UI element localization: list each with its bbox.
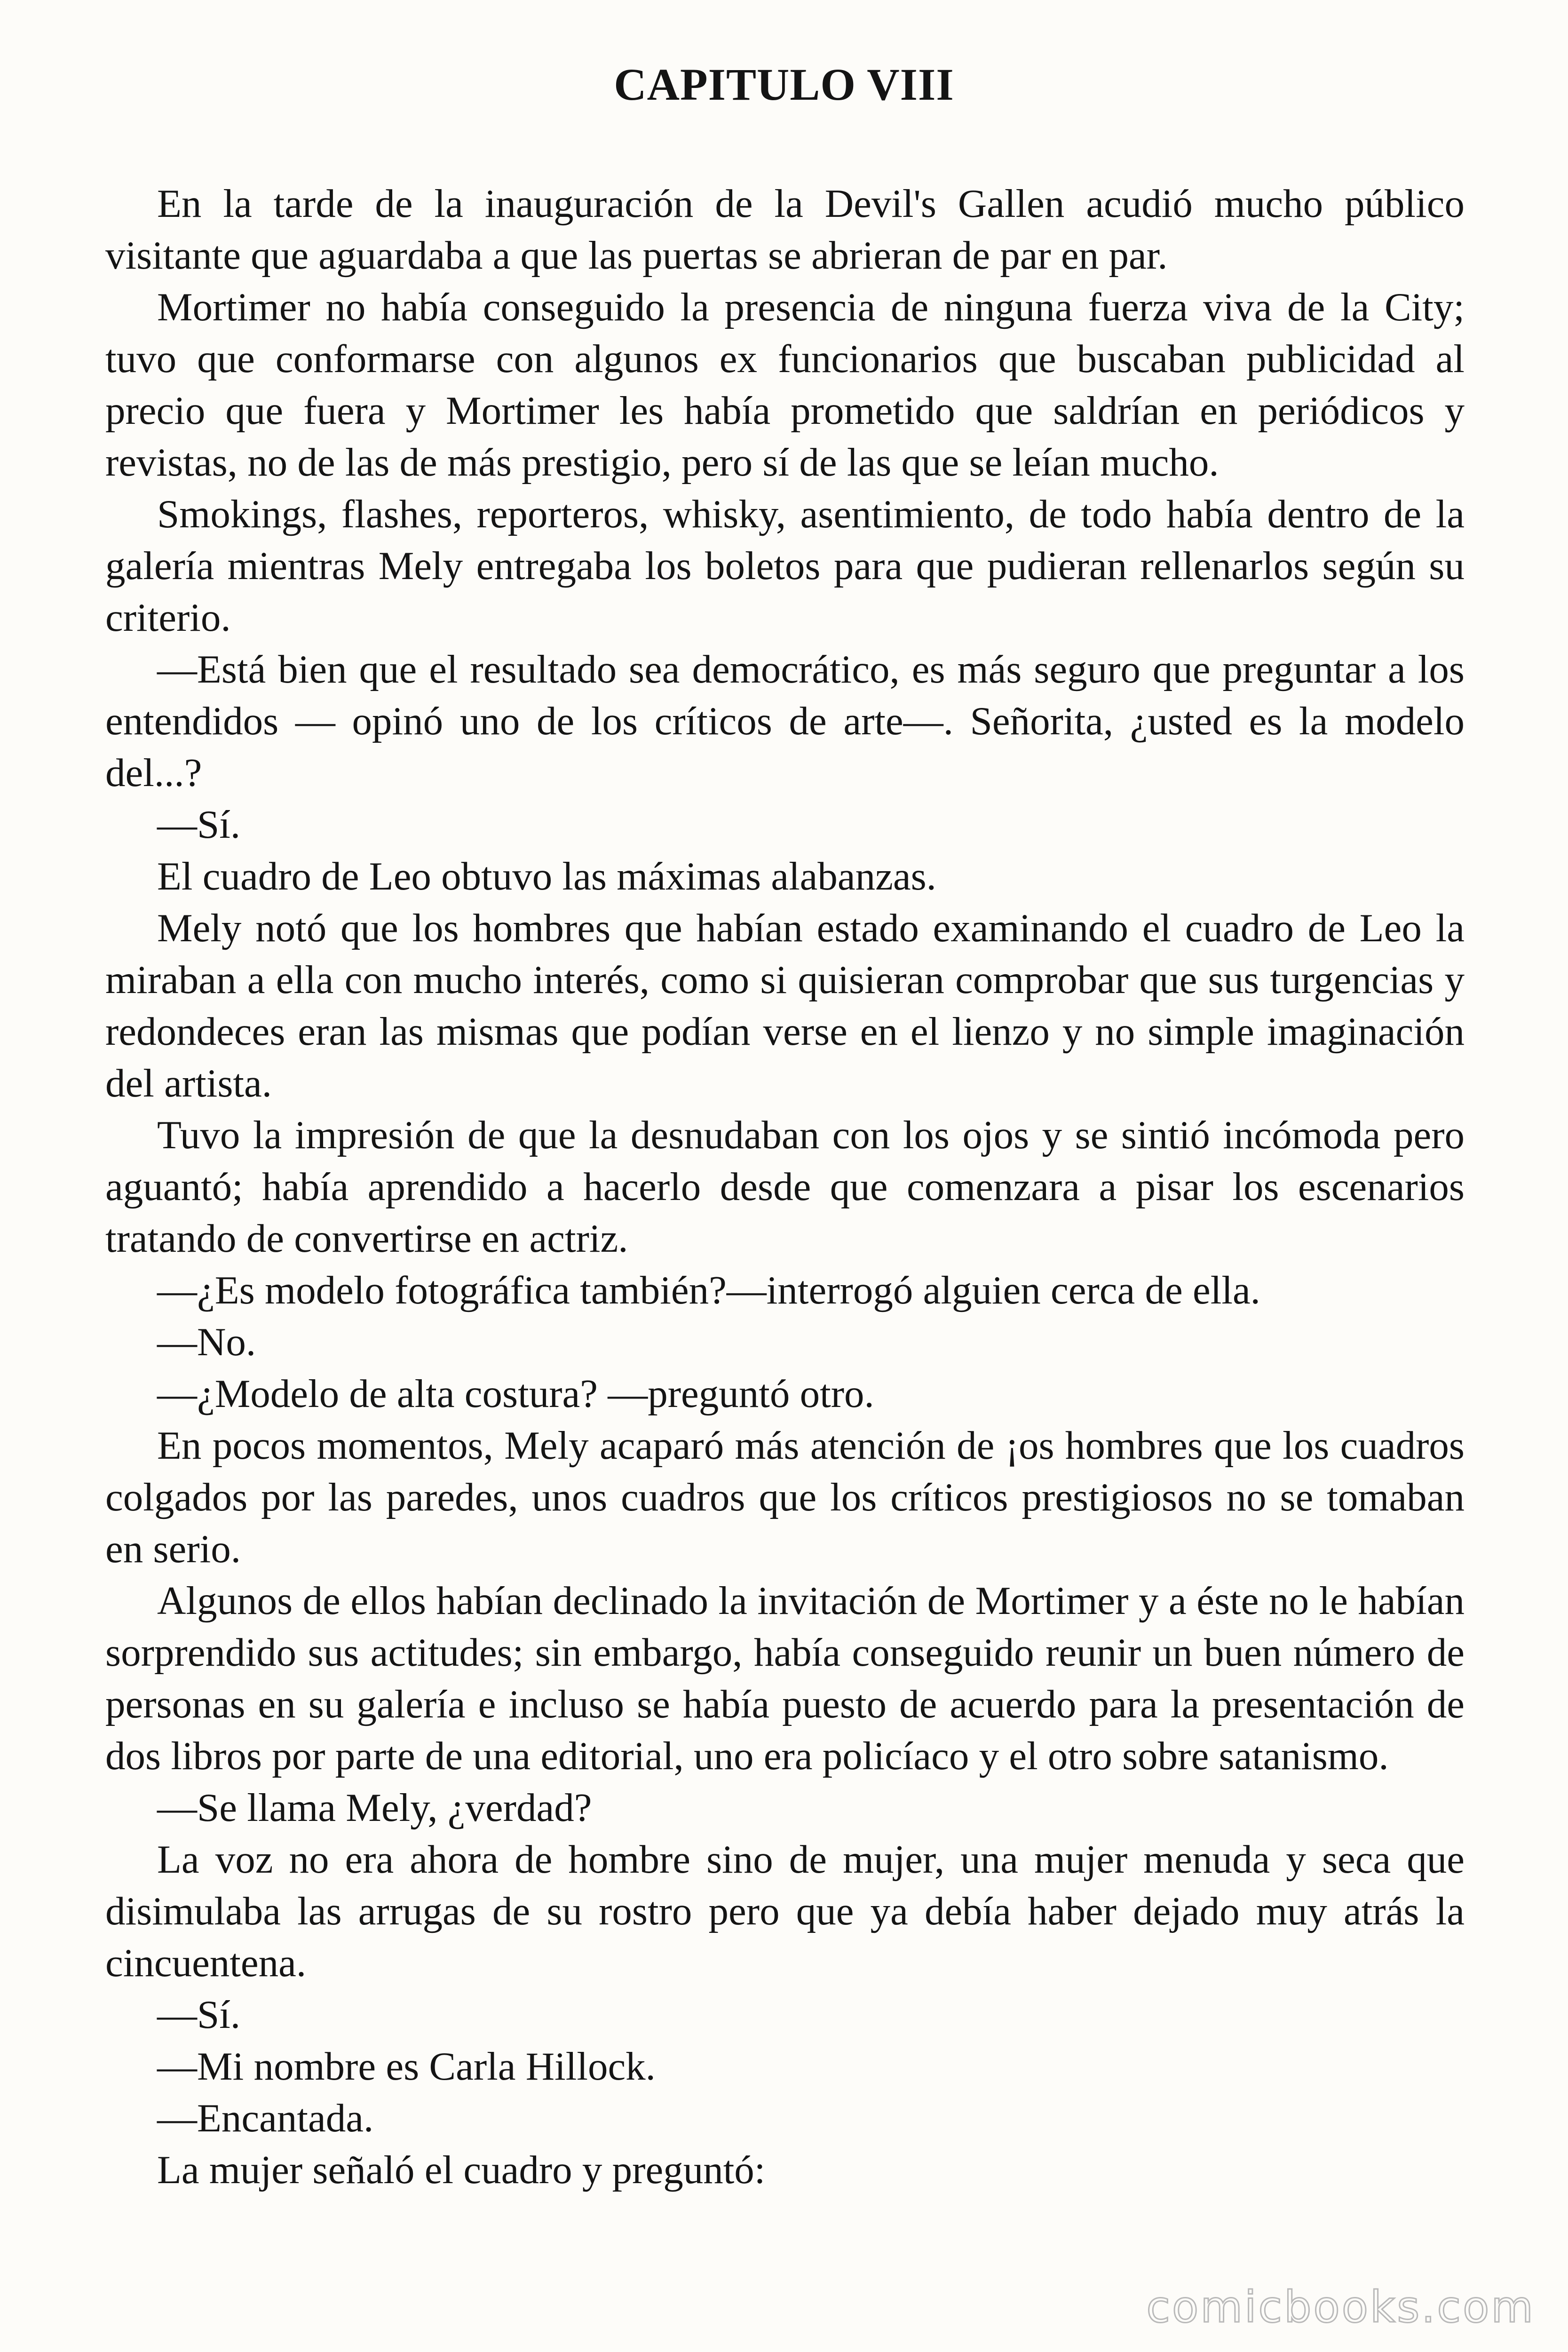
paragraph: Mortimer no había conseguido la presencia de ninguna fuerza viva de la City; tuvo que conformarse con algunos ex funcionarios que buscaban publicidad al precio que fuera y Mortimer les había prometido que saldrían en periódicos y revistas, no de las de más prestigio, pero sí de las que se leían mucho. — [105, 285, 1465, 485]
paragraph: —Se llama Mely, ¿verdad? — [157, 1786, 592, 1830]
paragraph: —No. — [157, 1320, 256, 1364]
paragraph: —Sí. — [157, 803, 241, 847]
paragraph: —Mi nombre es Carla Hillock. — [157, 2044, 656, 2089]
paragraph: Mely notó que los hombres que habían estado examinando el cuadro de Leo la miraban a ella con mucho interés, como si quisieran comprobar que sus turgencias y redondeces eran las mismas que podían verse en el lienzo y no simple imaginación del artista. — [105, 906, 1465, 1105]
paragraph: Tuvo la impresión de que la desnudaban con los ojos y se sintió incómoda pero aguantó; había aprendido a hacerlo desde que comenzara a pisar los escenarios tratando de convertirse en actriz. — [105, 1113, 1465, 1261]
watermark-text: comicbooks.com — [1146, 2282, 1535, 2332]
paragraph: Smokings, flashes, reporteros, whisky, asentimiento, de todo había dentro de la galería mientras Mely entregaba los boletos para que pudieran rellenarlos según su criterio. — [105, 492, 1465, 640]
body-text — [105, 178, 1465, 2196]
paragraph: —¿Es modelo fotográfica también?—interrogó alguien cerca de ella. — [157, 1268, 1260, 1312]
paragraph: —Sí. — [157, 1993, 241, 2037]
paragraph: La mujer señaló el cuadro y preguntó: — [157, 2148, 766, 2192]
paragraph: El cuadro de Leo obtuvo las máximas alabanzas. — [157, 854, 936, 898]
paragraph: —¿Modelo de alta costura? —preguntó otro. — [157, 1372, 874, 1416]
paragraph: En pocos momentos, Mely acaparó más atención de ¡os hombres que los cuadros colgados por las paredes, unos cuadros que los críticos prestigiosos no se tomaban en serio. — [105, 1423, 1465, 1571]
paragraph: Algunos de ellos habían declinado la invitación de Mortimer y a éste no le habían sorprendido sus actitudes; sin embargo, había conseguido reunir un buen número de personas en su galería e incluso se había puesto de acuerdo para la presentación de dos libros por parte de una editorial, uno era policíaco y el otro sobre satanismo. — [105, 1579, 1465, 1778]
paragraph: —Está bien que el resultado sea democrático, es más seguro que preguntar a los entendidos — opinó uno de los críticos de arte—. Señorita, ¿usted es la modelo del...? — [105, 647, 1465, 795]
paragraph: —Encantada. — [157, 2096, 374, 2140]
paragraph: La voz no era ahora de hombre sino de mujer, una mujer menuda y seca que disimulaba las arrugas de su rostro pero que ya debía haber dejado muy atrás la cincuentena. — [105, 1837, 1465, 1985]
chapter-title: CAPITULO VIII — [614, 59, 954, 110]
paragraph: En la tarde de la inauguración de la Devil's Gallen acudió mucho público visitante que aguardaba a que las puertas se abrieran de par en par. — [105, 182, 1465, 278]
